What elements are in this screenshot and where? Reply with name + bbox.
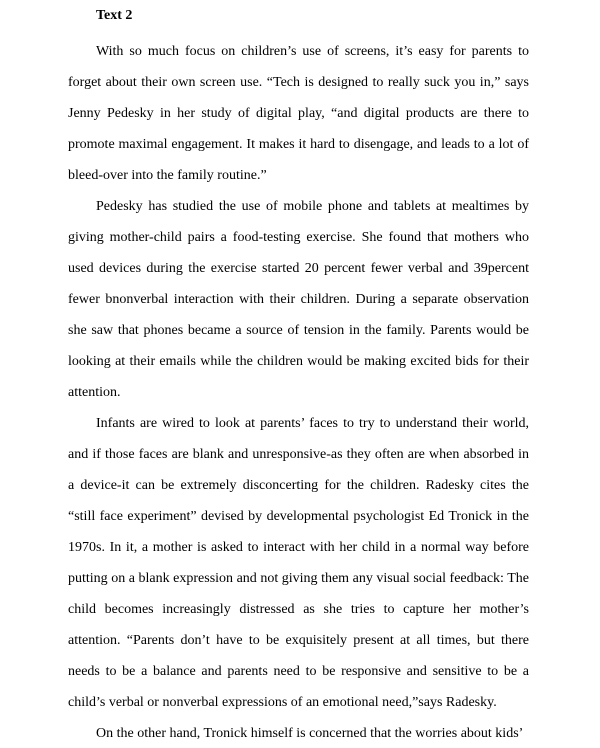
document-body — [68, 36, 529, 748]
document-heading: Text 2 — [96, 8, 133, 23]
paragraph-4: On the other hand, Tronick himself is concerned that the worries about kids’ — [96, 726, 524, 741]
paragraph-1: With so much focus on children’s use of screens, it’s easy for parents to forget about their own screen use. “Tech is designed to really suck you in,” says Jenny Pedesky in her study of digital play, “and digital products are there to promote maximal engagement. It makes it hard to disengage, and leads to a lot of bleed-over into the family routine.” — [68, 44, 529, 183]
paragraph-3: Infants are wired to look at parents’ faces to try to understand their world, and if those faces are blank and unresponsive-as they often are when absorbed in a device-it can be extremely disconcerting for the children. Radesky cites the “still face experiment” devised by developmental psychologist Ed Tronick in the 1970s. In it, a mother is asked to interact with her child in a normal way before putting on a blank expression and not giving them any visual social feedback: The child becomes increasingly distressed as she tries to capture her mother’s attention. “Parents don’t have to be exquisitely present at all times, but there needs to be a balance and parents need to be responsive and sensitive to be a child’s verbal or nonverbal expressions of an emotional need,”says Radesky. — [68, 416, 529, 710]
paragraph-2: Pedesky has studied the use of mobile phone and tablets at mealtimes by giving mother-child pairs a food-testing exercise. She found that mothers who used devices during the exercise started 20 percent fewer verbal and 39percent fewer bnonverbal interaction with their children. During a separate observation she saw that phones became a source of tension in the family. Parents would be looking at their emails while the children would be making excited bids for their attention. — [68, 199, 529, 400]
